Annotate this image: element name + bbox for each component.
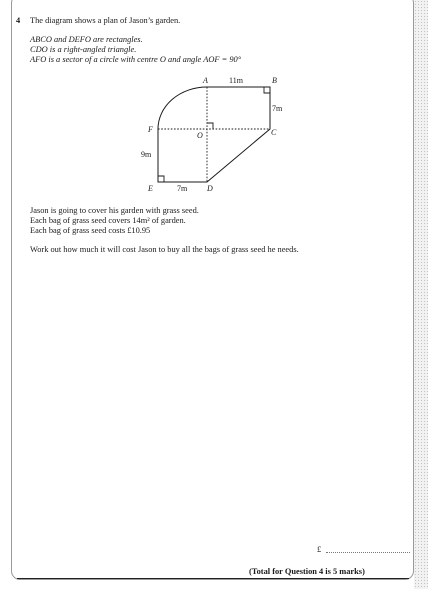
label-a: A [203, 76, 208, 85]
question-intro: The diagram shows a plan of Jason’s garden. [30, 16, 181, 25]
fact-sector: AFO is a sector of a circle with centre O and angle AOF = 90° [30, 55, 242, 64]
fact-triangle: CDO is a right-angled triangle. [30, 45, 137, 54]
label-o: O [197, 131, 203, 140]
answer-currency: £ [317, 545, 322, 554]
answer-line[interactable] [326, 552, 410, 553]
total-rule [17, 578, 409, 579]
right-angle-marker-o [207, 123, 213, 129]
length-ab: 11m [229, 76, 243, 85]
body-line-3: Each bag of grass seed costs £10.95 [30, 226, 151, 235]
length-fe: 9m [141, 150, 152, 159]
label-c: C [271, 128, 277, 137]
total-marks: (Total for Question 4 is 5 marks) [249, 567, 365, 576]
label-d: D [207, 184, 213, 193]
body-line-2: Each bag of grass seed covers 14m² of garden. [30, 216, 186, 225]
body-line-1: Jason is going to cover his garden with grass seed. [30, 206, 199, 215]
task-text: Work out how much it will cost Jason to buy all the bags of grass seed he needs. [30, 245, 299, 254]
right-angle-marker-e [158, 176, 164, 182]
right-angle-marker-b [264, 87, 270, 93]
question-number: 4 [16, 16, 21, 25]
length-bc: 7m [272, 104, 283, 113]
fact-rectangles: ABCO and DEFO are rectangles. [30, 35, 143, 44]
garden-outline [158, 87, 270, 182]
label-f: F [148, 125, 153, 134]
length-ed: 7m [177, 184, 188, 193]
label-e: E [148, 184, 153, 193]
label-b: B [272, 76, 277, 85]
